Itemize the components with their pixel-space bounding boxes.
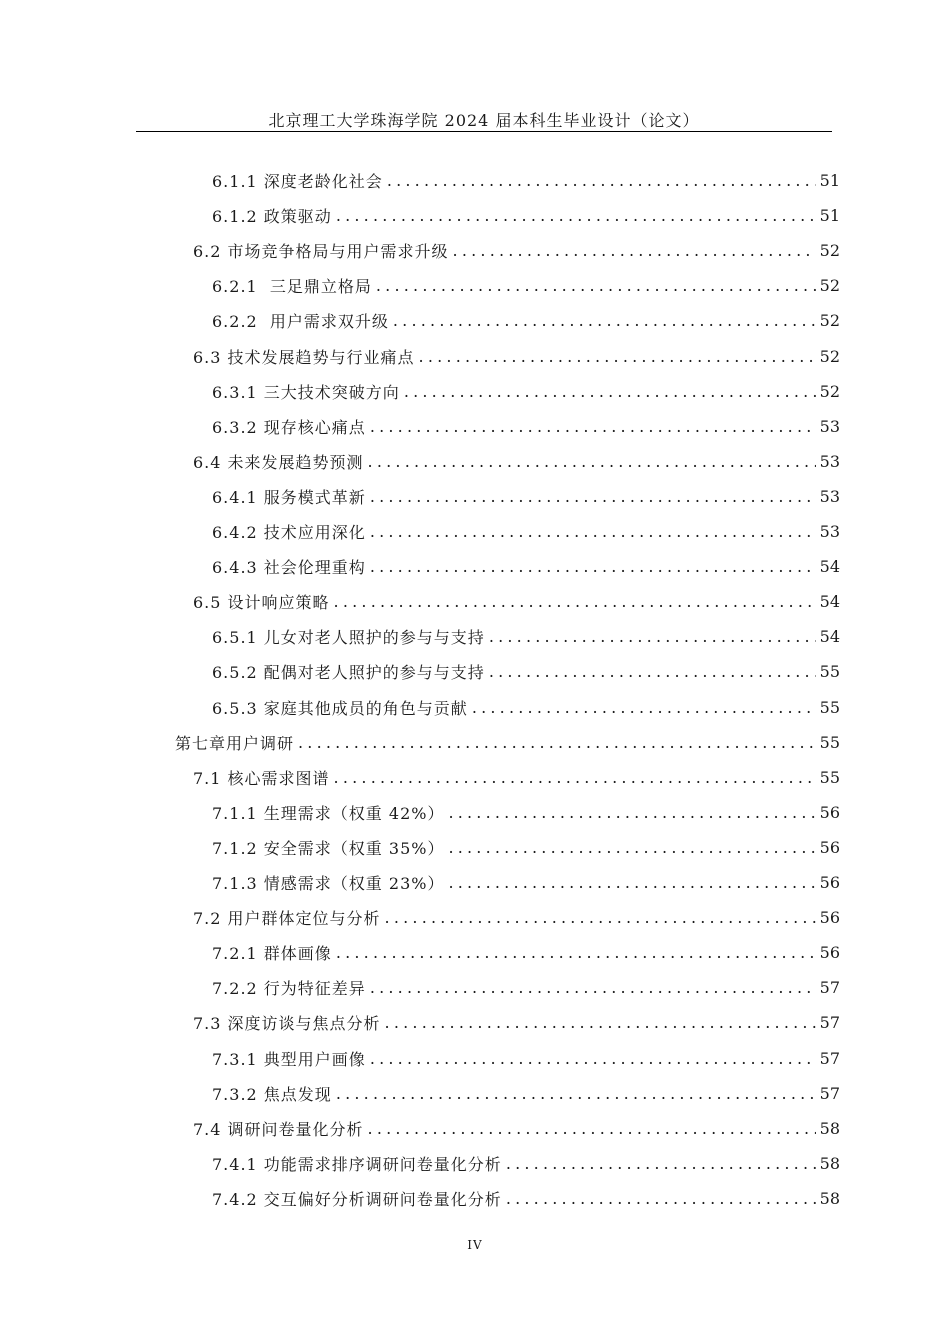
- toc-entry-page: 54: [819, 557, 840, 577]
- toc-entry-title: 7.1.2 安全需求（权重 35%）: [212, 838, 445, 858]
- toc-entry[interactable]: [212, 163, 840, 198]
- toc-entry-title: 7.2.2 行为特征差异: [212, 979, 366, 999]
- toc-entry-page: 58: [819, 1153, 840, 1173]
- toc-entry-page: 56: [819, 837, 840, 857]
- toc-entry-title: 6.5.1 儿女对老人照护的参与与支持: [212, 628, 485, 648]
- toc-entry-page: 52: [819, 241, 840, 261]
- toc-entry-title: 7.4.1 功能需求排序调研问卷量化分析: [212, 1154, 502, 1174]
- toc-entry-title: 6.3 技术发展趋势与行业痛点: [193, 347, 415, 367]
- toc-entry[interactable]: [212, 268, 840, 303]
- toc-entry[interactable]: [212, 654, 840, 689]
- toc-entry-page: 57: [819, 1013, 840, 1033]
- toc-entry-title: 6.5 设计响应策略: [193, 593, 330, 613]
- toc-entry[interactable]: [212, 1146, 840, 1181]
- toc-entry-page: 56: [819, 943, 840, 963]
- toc-entry[interactable]: [212, 830, 840, 865]
- toc-entry-title: 6.2.2 用户需求双升级: [212, 312, 389, 332]
- toc-entry[interactable]: [193, 444, 840, 479]
- toc-entry[interactable]: [193, 760, 840, 795]
- toc-entry-title: 7.2.1 群体画像: [212, 944, 332, 964]
- toc-dot-leader: [506, 1189, 816, 1208]
- toc-entry-page: 56: [819, 873, 840, 892]
- toc-entry-page: 57: [819, 1048, 840, 1068]
- toc-entry-title: 第七章用户调研: [175, 733, 295, 753]
- toc-entry[interactable]: [212, 514, 840, 549]
- toc-entry-title: 6.3.1 三大技术突破方向: [212, 382, 400, 402]
- toc-dot-leader: [370, 978, 816, 997]
- toc-dot-leader: [376, 276, 816, 295]
- toc-entry-page: 53: [819, 486, 840, 506]
- toc-entry-page: 55: [819, 697, 840, 717]
- toc-dot-leader: [370, 487, 816, 506]
- toc-dot-leader: [419, 347, 816, 366]
- toc-dot-leader: [506, 1154, 816, 1173]
- toc-entry-page: 55: [819, 732, 840, 752]
- toc-entry-title: 6.4.3 社会伦理重构: [212, 558, 366, 578]
- toc-entry-title: 7.1.1 生理需求（权重 42%）: [212, 803, 445, 823]
- toc-dot-leader: [404, 382, 816, 401]
- toc-entry[interactable]: [193, 584, 840, 619]
- toc-entry[interactable]: [212, 1181, 840, 1216]
- toc-entry-page: 53: [819, 522, 840, 541]
- toc-entry-page: 58: [819, 1118, 840, 1138]
- toc-entry-title: 6.1.1 深度老龄化社会: [212, 172, 383, 191]
- toc-entry[interactable]: [212, 479, 840, 514]
- toc-entry-title: 7.3.1 典型用户画像: [212, 1049, 366, 1069]
- toc-entry-page: 52: [819, 381, 840, 401]
- toc-dot-leader: [370, 522, 816, 541]
- toc-entry-title: 7.3 深度访谈与焦点分析: [193, 1014, 381, 1034]
- toc-entry[interactable]: [212, 198, 840, 233]
- toc-dot-leader: [448, 873, 815, 892]
- toc-entry-page: 53: [819, 416, 840, 436]
- toc-dot-leader: [489, 662, 816, 681]
- toc-entry[interactable]: [212, 970, 840, 1005]
- toc-entry-title: 6.4 未来发展趋势预测: [193, 452, 364, 472]
- toc-entry-page: 52: [819, 276, 840, 296]
- toc-dot-leader: [370, 1049, 816, 1068]
- toc-entry-page: 54: [819, 592, 840, 612]
- toc-entry-page: 55: [819, 767, 840, 787]
- toc-dot-leader: [368, 1119, 816, 1138]
- toc-dot-leader: [489, 627, 816, 646]
- toc-entry-title: 6.4.1 服务模式革新: [212, 487, 366, 507]
- toc-entry-title: 6.4.2 技术应用深化: [212, 523, 366, 542]
- toc-entry[interactable]: [212, 1076, 840, 1111]
- toc-entry[interactable]: [212, 409, 840, 444]
- toc-entry-title: 6.2.1 三足鼎立格局: [212, 277, 372, 297]
- toc-entry-page: 51: [819, 171, 840, 190]
- toc-dot-leader: [387, 171, 816, 190]
- toc-entry[interactable]: [212, 795, 840, 830]
- toc-dot-leader: [448, 803, 815, 822]
- toc-entry-title: 7.4 调研问卷量化分析: [193, 1119, 364, 1139]
- toc-dot-leader: [334, 768, 816, 787]
- toc-dot-leader: [393, 311, 816, 330]
- toc-entry-title: 6.1.2 政策驱动: [212, 207, 332, 227]
- toc-entry-page: 58: [819, 1188, 840, 1208]
- toc-entry-page: 52: [819, 346, 840, 366]
- toc-dot-leader: [336, 1084, 816, 1103]
- toc-entry[interactable]: [212, 374, 840, 409]
- toc-entry[interactable]: [193, 900, 840, 935]
- toc-entry[interactable]: [212, 303, 840, 338]
- toc-entry[interactable]: [193, 233, 840, 268]
- toc-entry-page: 51: [819, 206, 840, 226]
- toc-entry-title: 7.2 用户群体定位与分析: [193, 909, 381, 929]
- toc-dot-leader: [336, 943, 816, 962]
- toc-entry[interactable]: [212, 690, 840, 725]
- toc-entry[interactable]: [212, 935, 840, 970]
- toc-dot-leader: [385, 908, 816, 927]
- toc-entry[interactable]: [212, 619, 840, 654]
- toc-dot-leader: [453, 241, 816, 260]
- toc-dot-leader: [472, 698, 816, 717]
- page-header-title: 北京理工大学珠海学院 2024 届本科生毕业设计（论文）: [268, 111, 700, 130]
- toc-dot-leader: [298, 733, 816, 752]
- toc-entry-page: 56: [819, 802, 840, 822]
- toc-entry[interactable]: [212, 549, 840, 584]
- toc-dot-leader: [370, 417, 816, 436]
- toc-entry[interactable]: [212, 865, 840, 900]
- toc-entry-page: 53: [819, 451, 840, 471]
- toc-entry-title: 7.4.2 交互偏好分析调研问卷量化分析: [212, 1189, 502, 1209]
- toc-dot-leader: [385, 1013, 816, 1032]
- toc-entry-page: 52: [819, 311, 840, 331]
- toc-dot-leader: [334, 592, 816, 611]
- toc-entry-page: 54: [819, 627, 840, 647]
- toc-entry-page: 55: [819, 662, 840, 682]
- toc-entry-page: 57: [819, 978, 840, 998]
- toc-dot-leader: [448, 838, 815, 857]
- toc-entry-title: 7.1 核心需求图谱: [193, 768, 330, 788]
- toc-entry[interactable]: [193, 1111, 840, 1146]
- toc-entry-page: 57: [819, 1083, 840, 1103]
- toc-entry-title: 6.5.3 家庭其他成员的角色与贡献: [212, 698, 468, 718]
- toc-entry-page: 56: [819, 908, 840, 928]
- toc-entry-title: 7.3.2 焦点发现: [212, 1084, 332, 1104]
- toc-dot-leader: [368, 452, 816, 471]
- toc-entry-title: 7.1.3 情感需求（权重 23%）: [212, 874, 445, 893]
- toc-entry[interactable]: [193, 1005, 840, 1040]
- toc-dot-leader: [370, 557, 816, 576]
- page-number: IV: [467, 1238, 483, 1252]
- toc-entry[interactable]: [212, 1041, 840, 1076]
- toc-entry-title: 6.3.2 现存核心痛点: [212, 417, 366, 437]
- toc-entry-title: 6.5.2 配偶对老人照护的参与与支持: [212, 663, 485, 683]
- toc-entry-title: 6.2 市场竞争格局与用户需求升级: [193, 242, 449, 262]
- toc-entry[interactable]: [175, 725, 840, 760]
- header-divider: [136, 131, 832, 132]
- toc-entry[interactable]: [193, 339, 840, 374]
- toc-dot-leader: [336, 206, 816, 225]
